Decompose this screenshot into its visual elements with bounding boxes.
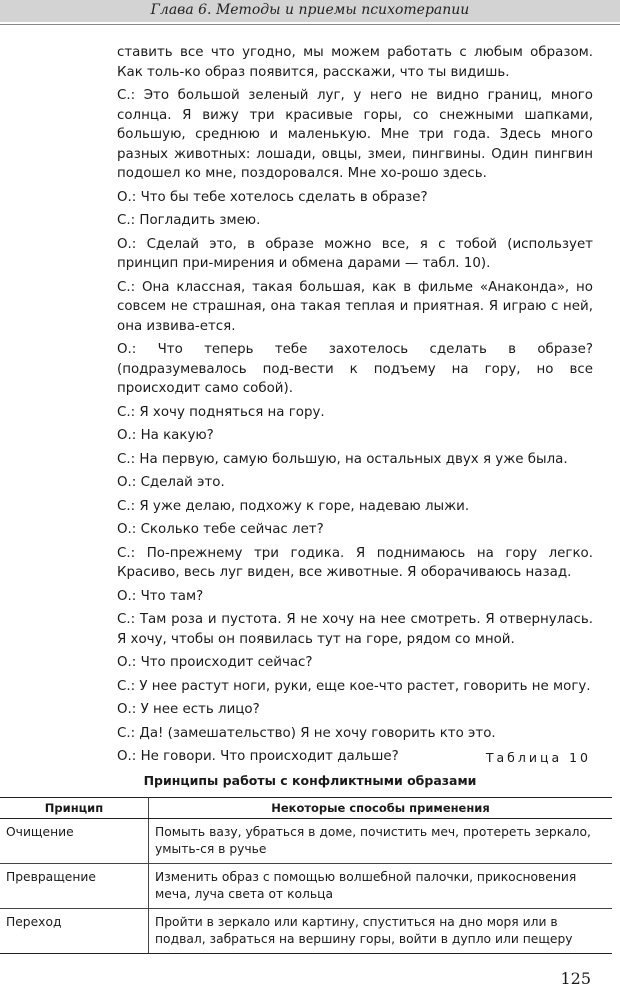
principles-table <box>0 797 612 954</box>
table-row <box>0 909 612 954</box>
cell-principle: Очищение <box>0 819 149 864</box>
header-rule <box>0 24 620 25</box>
paragraph: О.: Что происходит сейчас? <box>117 655 313 670</box>
page-number: 125 <box>560 969 591 988</box>
paragraph: С.: Там роза и пустота. Я не хочу на нее смотреть. Я отвернулась. Я хочу, чтобы он появилась тут на горе, рядом со мной. <box>117 612 593 647</box>
table-header-row <box>0 798 612 819</box>
paragraph: О.: Сделай это. <box>117 475 225 490</box>
paragraph: О.: У нее есть лицо? <box>117 702 260 717</box>
paragraph: О.: Сделай это, в образе можно все, я с тобой (использует принцип при-мирения и обмена дарами — табл. 10). <box>117 236 593 271</box>
paragraph: О.: Что там? <box>117 588 204 604</box>
cell-methods: Изменить образ с помощью волшебной палочки, прикосновения меча, луча света от кольца <box>149 864 613 909</box>
paragraph: О.: Что теперь тебе захотелось сделать в образе? (подразумевалось под-вести к подъему на гору, но все происходит само собой). <box>117 342 593 396</box>
cell-principle: Переход <box>0 909 149 954</box>
body-text <box>117 43 593 771</box>
running-head: Глава 6. Методы и приемы психотерапии <box>0 0 620 22</box>
paragraph: С.: Погладить змею. <box>117 213 261 228</box>
paragraph: С.: Она классная, такая большая, как в фильме «Анаконда», но совсем не страшная, она такая теплая и приятная. Я играю с ней, она извива-ется. <box>117 279 593 334</box>
column-header-methods: Некоторые способы применения <box>149 798 613 819</box>
column-header-principle: Принцип <box>0 798 149 819</box>
paragraph: С.: По-прежнему три годика. Я поднимаюсь на гору легко. Красиво, весь луг виден, все животные. Я оборачиваюсь назад. <box>117 545 593 580</box>
paragraph: С.: Я уже делаю, подхожу к горе, надеваю лыжи. <box>117 498 470 514</box>
cell-methods: Пройти в зеркало или картину, спуститься на дно моря или в подвал, забраться на вершину горы, войти в дупло или пещеру <box>149 909 613 954</box>
paragraph: С.: Это большой зеленый луг, у него не видно границ, много солнца. Я вижу три красивые горы, со снежными шапками, большую, среднюю и маленькую. Мне три года. Здесь много разных животных: лошади, овцы, змеи, пингвины. Один пингвин подошел ко мне, поздоровался. Мне хо-рошо здесь. <box>117 88 593 181</box>
table-number: Таблица 10 <box>485 750 591 765</box>
paragraph: С.: Я хочу подняться на гору. <box>117 404 325 420</box>
cell-methods: Помыть вазу, убраться в доме, почистить меч, протереть зеркало, умыть-ся в ручье <box>149 819 613 864</box>
paragraph: О.: На какую? <box>117 428 214 443</box>
paragraph: О.: Что бы тебе хотелось сделать в образе? <box>117 189 428 205</box>
paragraph: О.: Сколько тебе сейчас лет? <box>117 522 324 537</box>
paragraph: О.: Не говори. Что происходит дальше? <box>117 749 399 764</box>
paragraph: ставить все что угодно, мы можем работать с любым образом. Как толь-ко образ появится, расскажи, что ты видишь. <box>117 45 593 80</box>
table-row <box>0 864 612 909</box>
table-title: Принципы работы с конфликтными образами <box>143 773 477 788</box>
table-row <box>0 819 612 864</box>
paragraph: С.: На первую, самую большую, на остальных двух я уже была. <box>117 451 568 467</box>
paragraph: С.: Да! (замешательство) Я не хочу говорить кто это. <box>117 725 496 741</box>
cell-principle: Превращение <box>0 864 149 909</box>
paragraph: С.: У нее растут ноги, руки, еще кое-что растет, говорить не могу. <box>117 678 591 694</box>
